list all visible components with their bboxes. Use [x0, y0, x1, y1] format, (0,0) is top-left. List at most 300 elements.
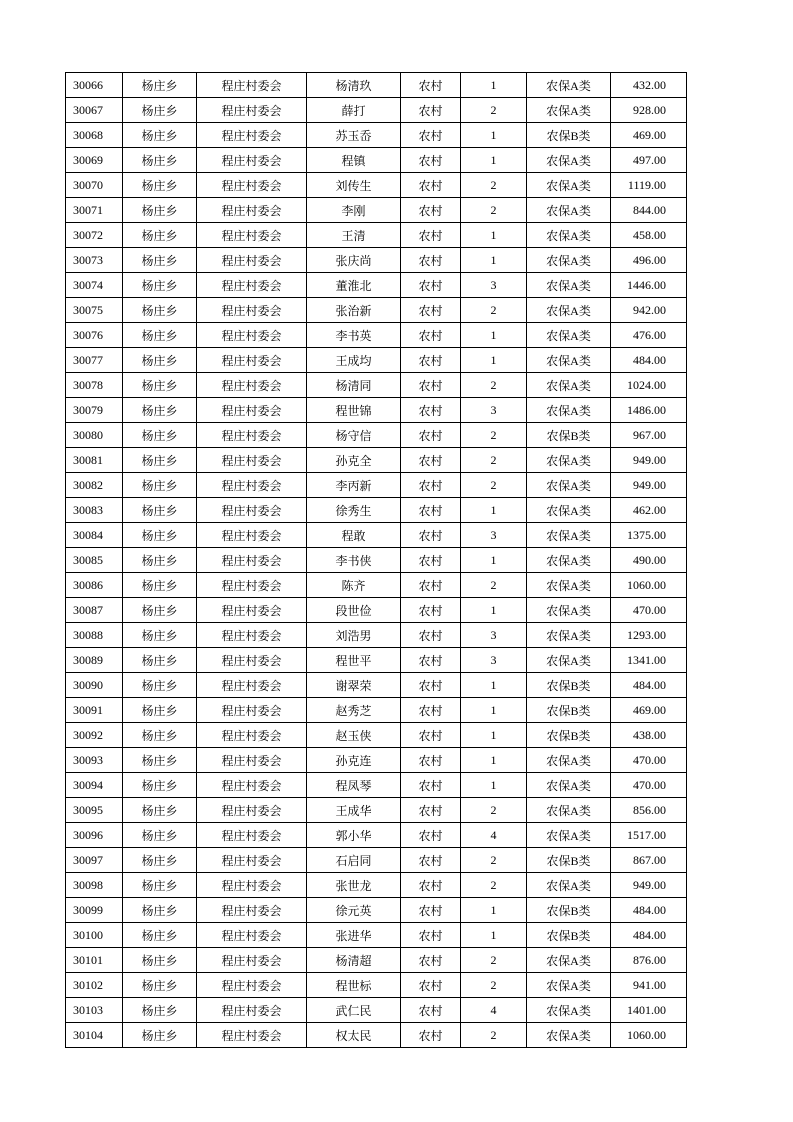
cell-township: 杨庄乡: [123, 123, 197, 148]
cell-amount: 856.00: [611, 798, 687, 823]
table-row: [66, 1023, 687, 1048]
table-row: [66, 348, 687, 373]
cell-name: 王清: [307, 223, 401, 248]
cell-amount: 1060.00: [611, 573, 687, 598]
cell-name: 刘浩男: [307, 623, 401, 648]
cell-amount: 497.00: [611, 148, 687, 173]
table-row: [66, 548, 687, 573]
cell-category: 农保B类: [527, 898, 611, 923]
cell-name: 董淮北: [307, 273, 401, 298]
cell-township: 杨庄乡: [123, 348, 197, 373]
cell-count: 2: [461, 573, 527, 598]
cell-amount: 844.00: [611, 198, 687, 223]
cell-type: 农村: [401, 298, 461, 323]
cell-count: 1: [461, 773, 527, 798]
cell-category: 农保A类: [527, 248, 611, 273]
cell-name: 程镇: [307, 148, 401, 173]
cell-township: 杨庄乡: [123, 223, 197, 248]
cell-name: 程世标: [307, 973, 401, 998]
cell-township: 杨庄乡: [123, 398, 197, 423]
cell-id: 30083: [66, 498, 123, 523]
cell-type: 农村: [401, 448, 461, 473]
cell-committee: 程庄村委会: [197, 623, 307, 648]
cell-type: 农村: [401, 248, 461, 273]
cell-committee: 程庄村委会: [197, 73, 307, 98]
cell-id: 30081: [66, 448, 123, 473]
cell-name: 程凤琴: [307, 773, 401, 798]
cell-amount: 470.00: [611, 773, 687, 798]
cell-count: 2: [461, 473, 527, 498]
cell-count: 2: [461, 948, 527, 973]
table-row: [66, 748, 687, 773]
cell-amount: 432.00: [611, 73, 687, 98]
cell-count: 1: [461, 123, 527, 148]
cell-committee: 程庄村委会: [197, 373, 307, 398]
cell-type: 农村: [401, 723, 461, 748]
cell-committee: 程庄村委会: [197, 998, 307, 1023]
table-row: [66, 423, 687, 448]
cell-type: 农村: [401, 548, 461, 573]
cell-id: 30071: [66, 198, 123, 223]
cell-committee: 程庄村委会: [197, 848, 307, 873]
cell-amount: 484.00: [611, 898, 687, 923]
cell-type: 农村: [401, 973, 461, 998]
cell-township: 杨庄乡: [123, 948, 197, 973]
cell-id: 30090: [66, 673, 123, 698]
cell-category: 农保A类: [527, 298, 611, 323]
cell-township: 杨庄乡: [123, 673, 197, 698]
cell-amount: 438.00: [611, 723, 687, 748]
cell-amount: 1119.00: [611, 173, 687, 198]
cell-count: 1: [461, 348, 527, 373]
cell-count: 2: [461, 798, 527, 823]
cell-township: 杨庄乡: [123, 373, 197, 398]
table-row: [66, 573, 687, 598]
cell-committee: 程庄村委会: [197, 648, 307, 673]
cell-amount: 949.00: [611, 873, 687, 898]
cell-count: 2: [461, 298, 527, 323]
cell-id: 30075: [66, 298, 123, 323]
table-row: [66, 323, 687, 348]
cell-category: 农保B类: [527, 698, 611, 723]
cell-count: 4: [461, 823, 527, 848]
cell-id: 30080: [66, 423, 123, 448]
cell-name: 段世俭: [307, 598, 401, 623]
cell-count: 2: [461, 423, 527, 448]
cell-type: 农村: [401, 598, 461, 623]
cell-category: 农保A类: [527, 148, 611, 173]
cell-committee: 程庄村委会: [197, 823, 307, 848]
cell-committee: 程庄村委会: [197, 673, 307, 698]
cell-name: 陈齐: [307, 573, 401, 598]
table-row: [66, 598, 687, 623]
cell-amount: 942.00: [611, 298, 687, 323]
cell-type: 农村: [401, 848, 461, 873]
cell-count: 2: [461, 873, 527, 898]
cell-category: 农保A类: [527, 598, 611, 623]
cell-name: 李书英: [307, 323, 401, 348]
cell-category: 农保A类: [527, 273, 611, 298]
cell-township: 杨庄乡: [123, 523, 197, 548]
cell-committee: 程庄村委会: [197, 398, 307, 423]
cell-township: 杨庄乡: [123, 773, 197, 798]
cell-id: 30076: [66, 323, 123, 348]
cell-category: 农保A类: [527, 648, 611, 673]
cell-committee: 程庄村委会: [197, 323, 307, 348]
table-row: [66, 148, 687, 173]
cell-count: 3: [461, 523, 527, 548]
table-row: [66, 823, 687, 848]
cell-type: 农村: [401, 798, 461, 823]
cell-township: 杨庄乡: [123, 473, 197, 498]
cell-id: 30101: [66, 948, 123, 973]
cell-id: 30086: [66, 573, 123, 598]
table-row: [66, 498, 687, 523]
cell-category: 农保A类: [527, 498, 611, 523]
cell-amount: 1375.00: [611, 523, 687, 548]
cell-count: 1: [461, 598, 527, 623]
cell-type: 农村: [401, 923, 461, 948]
cell-count: 1: [461, 548, 527, 573]
cell-category: 农保A类: [527, 473, 611, 498]
cell-category: 农保A类: [527, 223, 611, 248]
cell-township: 杨庄乡: [123, 198, 197, 223]
cell-amount: 941.00: [611, 973, 687, 998]
cell-count: 1: [461, 923, 527, 948]
cell-id: 30085: [66, 548, 123, 573]
cell-amount: 1024.00: [611, 373, 687, 398]
cell-committee: 程庄村委会: [197, 198, 307, 223]
cell-type: 农村: [401, 748, 461, 773]
cell-committee: 程庄村委会: [197, 98, 307, 123]
cell-township: 杨庄乡: [123, 973, 197, 998]
cell-name: 石启同: [307, 848, 401, 873]
cell-name: 权太民: [307, 1023, 401, 1048]
cell-township: 杨庄乡: [123, 98, 197, 123]
cell-amount: 1446.00: [611, 273, 687, 298]
cell-type: 农村: [401, 898, 461, 923]
cell-committee: 程庄村委会: [197, 523, 307, 548]
cell-category: 农保A类: [527, 823, 611, 848]
cell-id: 30092: [66, 723, 123, 748]
cell-count: 2: [461, 373, 527, 398]
cell-township: 杨庄乡: [123, 898, 197, 923]
cell-committee: 程庄村委会: [197, 123, 307, 148]
table-row: [66, 673, 687, 698]
cell-count: 2: [461, 198, 527, 223]
cell-id: 30095: [66, 798, 123, 823]
cell-township: 杨庄乡: [123, 448, 197, 473]
cell-township: 杨庄乡: [123, 998, 197, 1023]
cell-id: 30068: [66, 123, 123, 148]
cell-id: 30074: [66, 273, 123, 298]
table-row: [66, 948, 687, 973]
cell-id: 30102: [66, 973, 123, 998]
table-row: [66, 473, 687, 498]
cell-count: 2: [461, 448, 527, 473]
cell-committee: 程庄村委会: [197, 473, 307, 498]
cell-id: 30099: [66, 898, 123, 923]
cell-committee: 程庄村委会: [197, 423, 307, 448]
cell-category: 农保A类: [527, 348, 611, 373]
cell-type: 农村: [401, 423, 461, 448]
cell-count: 2: [461, 98, 527, 123]
cell-count: 1: [461, 673, 527, 698]
cell-amount: 458.00: [611, 223, 687, 248]
cell-name: 杨清玖: [307, 73, 401, 98]
cell-name: 程敢: [307, 523, 401, 548]
cell-id: 30098: [66, 873, 123, 898]
cell-committee: 程庄村委会: [197, 948, 307, 973]
cell-count: 1: [461, 73, 527, 98]
cell-count: 1: [461, 323, 527, 348]
cell-type: 农村: [401, 323, 461, 348]
cell-type: 农村: [401, 473, 461, 498]
cell-committee: 程庄村委会: [197, 923, 307, 948]
cell-count: 1: [461, 148, 527, 173]
cell-amount: 876.00: [611, 948, 687, 973]
cell-type: 农村: [401, 73, 461, 98]
cell-category: 农保A类: [527, 748, 611, 773]
cell-township: 杨庄乡: [123, 1023, 197, 1048]
cell-category: 农保A类: [527, 873, 611, 898]
cell-type: 农村: [401, 623, 461, 648]
records-table: [65, 72, 687, 1048]
cell-category: 农保A类: [527, 948, 611, 973]
cell-type: 农村: [401, 523, 461, 548]
cell-category: 农保A类: [527, 398, 611, 423]
table-row: [66, 273, 687, 298]
table-row: [66, 123, 687, 148]
cell-amount: 1486.00: [611, 398, 687, 423]
cell-category: 农保A类: [527, 173, 611, 198]
cell-committee: 程庄村委会: [197, 348, 307, 373]
cell-type: 农村: [401, 1023, 461, 1048]
cell-category: 农保A类: [527, 523, 611, 548]
cell-committee: 程庄村委会: [197, 598, 307, 623]
cell-id: 30100: [66, 923, 123, 948]
cell-category: 农保A类: [527, 798, 611, 823]
cell-type: 农村: [401, 173, 461, 198]
cell-name: 程世平: [307, 648, 401, 673]
cell-type: 农村: [401, 648, 461, 673]
cell-name: 李丙新: [307, 473, 401, 498]
cell-name: 苏玉岙: [307, 123, 401, 148]
cell-type: 农村: [401, 673, 461, 698]
cell-name: 李书侠: [307, 548, 401, 573]
cell-category: 农保B类: [527, 423, 611, 448]
cell-amount: 484.00: [611, 348, 687, 373]
table-row: [66, 373, 687, 398]
cell-id: 30104: [66, 1023, 123, 1048]
cell-category: 农保B类: [527, 923, 611, 948]
cell-count: 3: [461, 273, 527, 298]
cell-committee: 程庄村委会: [197, 223, 307, 248]
cell-amount: 496.00: [611, 248, 687, 273]
cell-committee: 程庄村委会: [197, 723, 307, 748]
cell-township: 杨庄乡: [123, 873, 197, 898]
cell-category: 农保A类: [527, 448, 611, 473]
cell-name: 武仁民: [307, 998, 401, 1023]
table-row: [66, 698, 687, 723]
cell-name: 张治新: [307, 298, 401, 323]
cell-id: 30066: [66, 73, 123, 98]
cell-id: 30097: [66, 848, 123, 873]
cell-amount: 949.00: [611, 473, 687, 498]
cell-amount: 928.00: [611, 98, 687, 123]
cell-name: 赵秀芝: [307, 698, 401, 723]
table-row: [66, 248, 687, 273]
cell-amount: 484.00: [611, 923, 687, 948]
records-table-body: [66, 73, 687, 1048]
cell-count: 1: [461, 748, 527, 773]
table-row: [66, 223, 687, 248]
cell-township: 杨庄乡: [123, 423, 197, 448]
cell-township: 杨庄乡: [123, 298, 197, 323]
cell-category: 农保A类: [527, 73, 611, 98]
cell-type: 农村: [401, 123, 461, 148]
cell-township: 杨庄乡: [123, 698, 197, 723]
table-row: [66, 448, 687, 473]
cell-township: 杨庄乡: [123, 248, 197, 273]
cell-name: 王成华: [307, 798, 401, 823]
cell-id: 30088: [66, 623, 123, 648]
cell-type: 农村: [401, 223, 461, 248]
cell-township: 杨庄乡: [123, 273, 197, 298]
cell-category: 农保A类: [527, 198, 611, 223]
cell-count: 1: [461, 698, 527, 723]
cell-name: 程世锦: [307, 398, 401, 423]
table-row: [66, 873, 687, 898]
cell-committee: 程庄村委会: [197, 448, 307, 473]
cell-name: 赵玉侠: [307, 723, 401, 748]
table-row: [66, 623, 687, 648]
cell-category: 农保A类: [527, 998, 611, 1023]
cell-amount: 470.00: [611, 748, 687, 773]
cell-id: 30094: [66, 773, 123, 798]
cell-id: 30079: [66, 398, 123, 423]
cell-township: 杨庄乡: [123, 598, 197, 623]
cell-count: 1: [461, 223, 527, 248]
table-row: [66, 523, 687, 548]
cell-count: 3: [461, 398, 527, 423]
table-row: [66, 198, 687, 223]
cell-id: 30093: [66, 748, 123, 773]
cell-type: 农村: [401, 948, 461, 973]
cell-type: 农村: [401, 373, 461, 398]
cell-amount: 949.00: [611, 448, 687, 473]
cell-name: 李刚: [307, 198, 401, 223]
cell-name: 杨清同: [307, 373, 401, 398]
cell-name: 孙克全: [307, 448, 401, 473]
cell-type: 农村: [401, 698, 461, 723]
cell-committee: 程庄村委会: [197, 773, 307, 798]
cell-name: 刘传生: [307, 173, 401, 198]
table-row: [66, 648, 687, 673]
cell-name: 徐秀生: [307, 498, 401, 523]
cell-type: 农村: [401, 773, 461, 798]
cell-type: 农村: [401, 873, 461, 898]
cell-amount: 490.00: [611, 548, 687, 573]
cell-id: 30091: [66, 698, 123, 723]
cell-count: 4: [461, 998, 527, 1023]
cell-count: 2: [461, 173, 527, 198]
cell-category: 农保A类: [527, 573, 611, 598]
cell-name: 郭小华: [307, 823, 401, 848]
cell-township: 杨庄乡: [123, 148, 197, 173]
cell-township: 杨庄乡: [123, 73, 197, 98]
cell-id: 30073: [66, 248, 123, 273]
cell-count: 2: [461, 848, 527, 873]
cell-count: 2: [461, 973, 527, 998]
cell-name: 张庆尚: [307, 248, 401, 273]
cell-township: 杨庄乡: [123, 323, 197, 348]
cell-township: 杨庄乡: [123, 573, 197, 598]
cell-committee: 程庄村委会: [197, 248, 307, 273]
table-row: [66, 998, 687, 1023]
cell-category: 农保A类: [527, 1023, 611, 1048]
cell-type: 农村: [401, 198, 461, 223]
cell-township: 杨庄乡: [123, 798, 197, 823]
cell-committee: 程庄村委会: [197, 573, 307, 598]
cell-type: 农村: [401, 398, 461, 423]
table-row: [66, 923, 687, 948]
cell-category: 农保A类: [527, 98, 611, 123]
cell-count: 3: [461, 623, 527, 648]
cell-amount: 476.00: [611, 323, 687, 348]
cell-committee: 程庄村委会: [197, 298, 307, 323]
cell-township: 杨庄乡: [123, 623, 197, 648]
table-row: [66, 173, 687, 198]
cell-amount: 469.00: [611, 698, 687, 723]
cell-committee: 程庄村委会: [197, 148, 307, 173]
cell-category: 农保B类: [527, 123, 611, 148]
cell-id: 30077: [66, 348, 123, 373]
cell-amount: 470.00: [611, 598, 687, 623]
cell-name: 王成均: [307, 348, 401, 373]
cell-category: 农保A类: [527, 548, 611, 573]
table-row: [66, 973, 687, 998]
cell-amount: 1401.00: [611, 998, 687, 1023]
cell-committee: 程庄村委会: [197, 698, 307, 723]
cell-count: 1: [461, 898, 527, 923]
cell-id: 30087: [66, 598, 123, 623]
cell-id: 30096: [66, 823, 123, 848]
table-row: [66, 98, 687, 123]
cell-name: 张世龙: [307, 873, 401, 898]
cell-township: 杨庄乡: [123, 648, 197, 673]
cell-amount: 462.00: [611, 498, 687, 523]
cell-amount: 1060.00: [611, 1023, 687, 1048]
cell-type: 农村: [401, 148, 461, 173]
table-row: [66, 398, 687, 423]
table-row: [66, 848, 687, 873]
cell-committee: 程庄村委会: [197, 173, 307, 198]
cell-committee: 程庄村委会: [197, 498, 307, 523]
table-row: [66, 298, 687, 323]
table-row: [66, 773, 687, 798]
cell-type: 农村: [401, 498, 461, 523]
cell-count: 3: [461, 648, 527, 673]
cell-committee: 程庄村委会: [197, 273, 307, 298]
cell-amount: 1293.00: [611, 623, 687, 648]
cell-amount: 469.00: [611, 123, 687, 148]
table-row: [66, 798, 687, 823]
cell-committee: 程庄村委会: [197, 1023, 307, 1048]
cell-committee: 程庄村委会: [197, 973, 307, 998]
cell-id: 30103: [66, 998, 123, 1023]
cell-amount: 867.00: [611, 848, 687, 873]
